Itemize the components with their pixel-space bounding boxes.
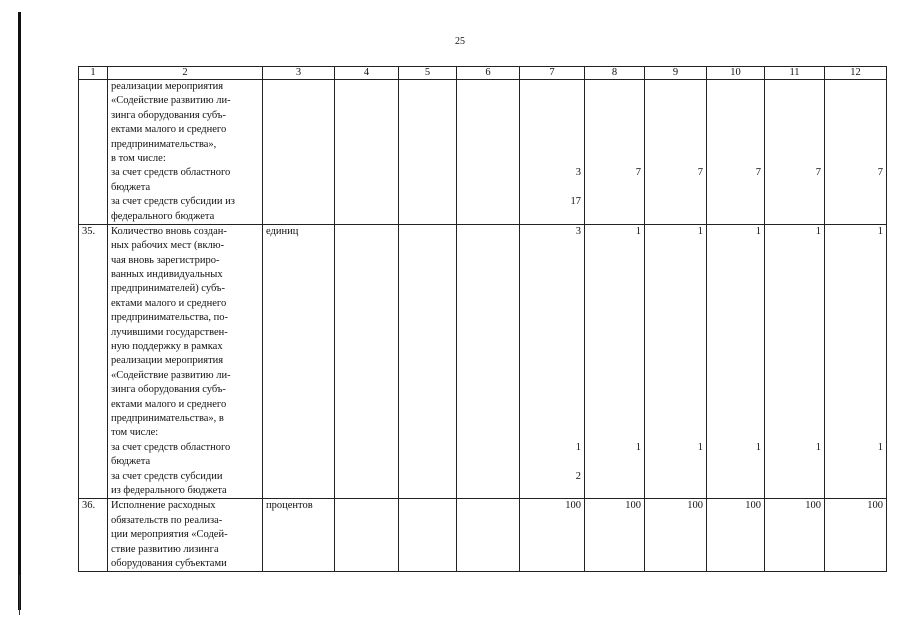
page-number: 25 — [455, 36, 465, 47]
value-cell: 100 — [520, 499, 585, 572]
value-cell: 100 — [825, 499, 887, 572]
indicator-description: Исполнение расходных обязательств по реализа- ции мероприятия «Содей- ствие развитию лизинга оборудования субъектами — [108, 499, 263, 572]
value-cell: 7 — [765, 80, 825, 225]
indicator-table — [78, 66, 887, 572]
value-cell: 7 — [825, 80, 887, 225]
value-cell: 7 — [645, 80, 707, 225]
value-cell: 1 1 — [707, 224, 765, 498]
col-header: 3 — [263, 67, 335, 80]
value-cell: 1 1 — [585, 224, 645, 498]
value-cell: 1 1 — [645, 224, 707, 498]
value-cell: 7 — [585, 80, 645, 225]
value-cell: 3 1 2 — [520, 224, 585, 498]
indicator-description: Количество вновь создан- ных рабочих мест (вклю- чая вновь зарегистриро- ванных индивидуальных предпринимателей) субъ- ектами малого и среднего предпринимательства, по- лучившими государствен- ную поддержку в рамках реализации мероприятия «Содействие развитию ли- зинга оборудования субъ- ектами малого и среднего предпринимательства», в том числе: за счет средств областного бюджета за счет средств субсидии из федерального бюджета — [108, 224, 263, 498]
row-number: 35. — [79, 224, 108, 498]
col-header: 11 — [765, 67, 825, 80]
col-header: 6 — [457, 67, 520, 80]
indicator-description: реализации мероприятия «Содействие развитию ли- зинга оборудования субъ- ектами малого и среднего предпринимательства», в том числе: за счет средств областного бюджета за счет средств субсидии из федерального бюджета — [108, 80, 263, 225]
unit-cell: единиц — [263, 224, 335, 498]
row-number: 36. — [79, 499, 108, 572]
value-cell: 100 — [585, 499, 645, 572]
col-header: 10 — [707, 67, 765, 80]
col-header: 7 — [520, 67, 585, 80]
col-header: 8 — [585, 67, 645, 80]
col-header: 4 — [335, 67, 399, 80]
unit-cell: процентов — [263, 499, 335, 572]
margin-mark — [19, 575, 20, 615]
value-cell: 100 — [707, 499, 765, 572]
col-header: 9 — [645, 67, 707, 80]
table-row-continuation — [79, 80, 887, 225]
value-cell: 7 — [707, 80, 765, 225]
col-header: 5 — [399, 67, 457, 80]
col-header: 12 — [825, 67, 887, 80]
table-row-35 — [79, 224, 887, 498]
col-header: 2 — [108, 67, 263, 80]
value-cell: 1 1 — [825, 224, 887, 498]
value-cell: 1 1 — [765, 224, 825, 498]
value-cell: 100 — [645, 499, 707, 572]
value-cell: 100 — [765, 499, 825, 572]
header-row — [79, 67, 887, 80]
col-header: 1 — [79, 67, 108, 80]
table-row-36 — [79, 499, 887, 572]
margin-bar — [18, 12, 21, 610]
value-cell: 3 17 — [520, 80, 585, 225]
